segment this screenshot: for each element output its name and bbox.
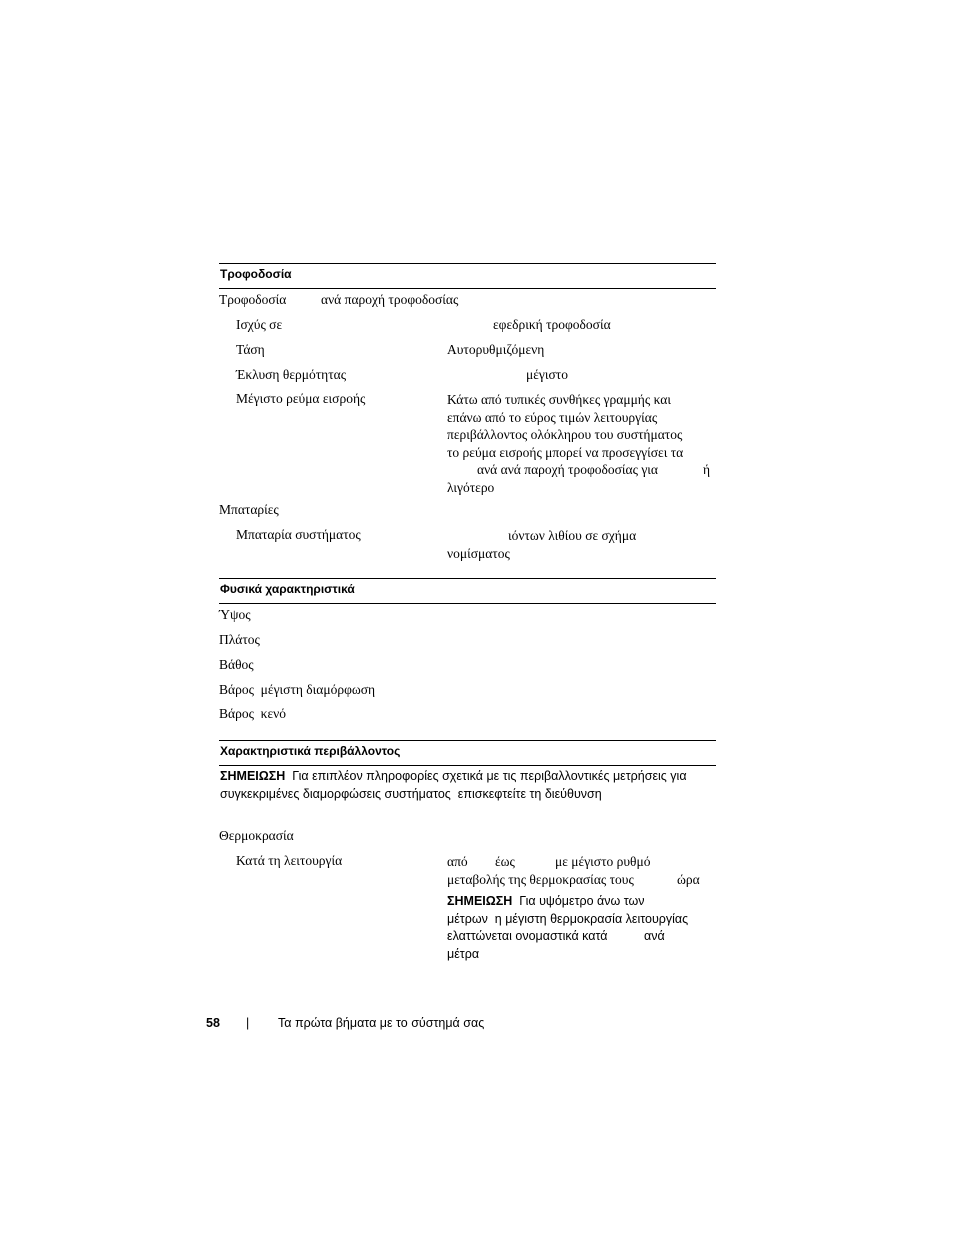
footer-separator: | (246, 1016, 250, 1030)
operating-to: έως (495, 854, 515, 869)
power-header-rule (219, 288, 716, 289)
physical-top-rule (219, 578, 716, 579)
power-section-header: Τροφοδοσία (220, 267, 292, 281)
inrush-line-part: ανά ανά παροχή τροφοδοσίας για (477, 462, 658, 477)
temperature-label: Θερμοκρασία (219, 828, 294, 843)
note-line: συγκεκριμένες διαμορφώσεις συστήματος επισκεφτείτε τη διεύθυνση (220, 786, 602, 801)
note-label: ΣΗΜΕΙΩΣΗ (220, 769, 286, 783)
altitude-note-line: μέτρα (447, 946, 480, 961)
altitude-note-line (447, 928, 717, 946)
weight-empty-label: Βάρος κενό (219, 706, 286, 721)
system-battery-label: Μπαταρία συστήματος (236, 527, 361, 542)
inrush-line: Κάτω από τυπικές συνθήκες γραμμής και (447, 392, 671, 407)
altitude-note-line: μέτρων η μέγιστη θερμοκρασία λειτουργίας (447, 911, 689, 926)
physical-header-rule (219, 603, 716, 604)
altitude-note (447, 893, 717, 963)
power-top-rule (219, 263, 716, 264)
battery-line: ιόντων λιθίου σε σχήμα (508, 528, 637, 543)
operating-from: από (447, 854, 468, 869)
voltage-label: Τάση (236, 342, 265, 357)
batteries-label: Μπαταρίες (219, 502, 279, 517)
note-line (220, 768, 716, 786)
inrush-line-part: ή (703, 462, 711, 477)
environment-top-rule (219, 740, 716, 741)
inrush-line: περιβάλλοντος ολόκληρου του συστήματος (447, 427, 683, 442)
standby-power-label: Ισχύς σε (236, 317, 283, 332)
voltage-value: Αυτορυθμιζόμενη (447, 342, 545, 357)
system-battery-value (447, 527, 717, 562)
depth-label: Βάθος (219, 657, 254, 672)
operating-change: μεταβολής της θερμοκρασίας τους (447, 871, 634, 887)
inrush-current-value (447, 391, 717, 496)
altitude-note-part: ελαττώνεται ονομαστικά κατά (447, 929, 608, 943)
environment-section-header: Χαρακτηριστικά περιβάλλοντος (220, 744, 401, 758)
altitude-note-part: ανά (644, 929, 665, 943)
operating-hour: ώρα (677, 871, 700, 887)
heat-dissipation-label: Έκλυση θερμότητας (236, 367, 347, 382)
operating-label: Κατά τη λειτουργία (236, 853, 343, 868)
environment-header-rule (219, 765, 716, 766)
standby-power-value: εφεδρική τροφοδοσία (493, 317, 611, 332)
environment-note (220, 768, 716, 803)
inrush-line: επάνω από το εύρος τιμών λειτουργίας (447, 409, 658, 425)
altitude-note-text: Για υψόμετρο άνω των (519, 894, 645, 908)
heat-dissipation-value: μέγιστο (526, 367, 568, 382)
height-label: Ύψος (219, 607, 251, 622)
operating-line (447, 853, 717, 871)
power-row-label: Τροφοδοσία (219, 292, 287, 307)
inrush-line: λιγότερο (447, 479, 495, 495)
note-text: Για επιπλέον πληροφορίες σχετικά με τις περιβαλλοντικές μετρήσεις για (292, 769, 687, 783)
footer-title: Τα πρώτα βήματα με το σύστημά σας (278, 1016, 485, 1030)
operating-value (447, 853, 717, 888)
operating-rate: με μέγιστο ρυθμό (555, 854, 651, 869)
page-number: 58 (206, 1016, 220, 1030)
inrush-line (447, 461, 717, 479)
battery-line: νομίσματος (447, 545, 510, 561)
width-label: Πλάτος (219, 632, 260, 647)
inrush-current-label: Μέγιστο ρεύμα εισροής (236, 391, 366, 406)
physical-section-header: Φυσικά χαρακτηριστικά (220, 582, 355, 596)
power-row-value: ανά παροχή τροφοδοσίας (321, 292, 459, 307)
inrush-line: το ρεύμα εισροής μπορεί να προσεγγίσει τα (447, 444, 684, 460)
operating-line (447, 871, 717, 889)
weight-max-label: Βάρος μέγιστη διαμόρφωση (219, 682, 376, 697)
altitude-note-label: ΣΗΜΕΙΩΣΗ (447, 894, 513, 908)
altitude-note-line (447, 893, 717, 911)
